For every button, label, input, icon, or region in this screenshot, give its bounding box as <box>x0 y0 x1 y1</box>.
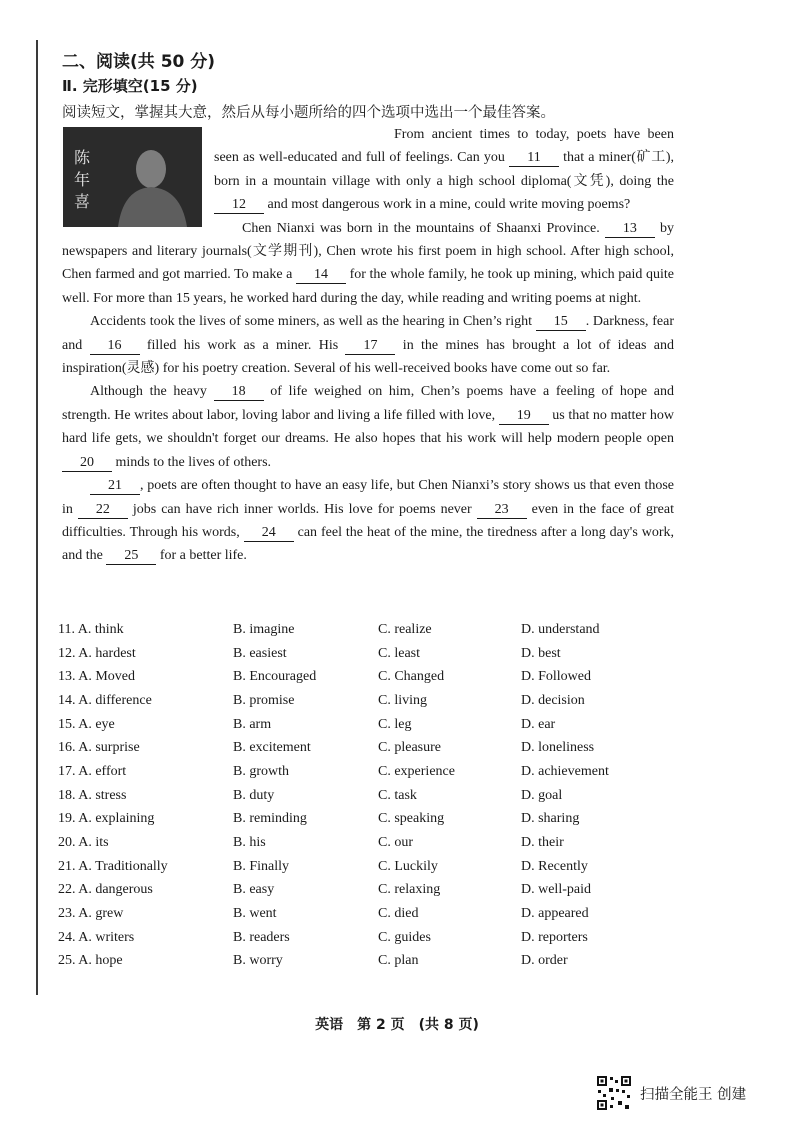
blank-17: 17 <box>345 338 395 355</box>
option-b: B. duty <box>233 787 275 803</box>
blank-11: 11 <box>509 150 559 167</box>
option-row <box>58 902 698 926</box>
blank-23: 23 <box>477 502 527 519</box>
blank-20: 20 <box>62 455 112 472</box>
scanner-watermark: 扫描全能王 创建 <box>640 1087 747 1103</box>
blank-12: 12 <box>214 197 264 214</box>
option-a: 17. A. effort <box>58 763 127 779</box>
option-a: 15. A. eye <box>58 716 115 732</box>
margin-line <box>36 40 38 995</box>
option-row <box>58 879 698 903</box>
option-d: D. goal <box>521 787 563 803</box>
answer-options <box>58 618 698 973</box>
text: filled his work as a miner. His <box>139 337 346 353</box>
option-d: D. Recently <box>521 858 588 874</box>
option-row <box>58 642 698 666</box>
option-a: 16. A. surprise <box>58 740 140 756</box>
blank-25: 25 <box>106 548 156 565</box>
text: Accidents took the lives of some miners, as well as the hearing in Chen’s right <box>90 314 536 330</box>
option-b: B. Encouraged <box>233 669 317 685</box>
cloze-passage <box>62 123 674 568</box>
option-a: 12. A. hardest <box>58 645 136 661</box>
option-b: B. promise <box>233 692 295 708</box>
option-row <box>58 808 698 832</box>
qr-code-icon <box>596 1075 632 1111</box>
option-a: 13. A. Moved <box>58 669 135 685</box>
paragraph-2 <box>62 217 674 311</box>
option-b: B. worry <box>233 953 283 969</box>
text: , poets are often thought to have an easy life, but Chen Nianxi’s story shows us that even those in <box>62 478 674 517</box>
option-a: 19. A. explaining <box>58 811 155 827</box>
option-c: C. task <box>378 787 417 803</box>
option-d: D. decision <box>521 692 585 708</box>
option-c: C. least <box>378 645 420 661</box>
option-d: D. well-paid <box>521 882 591 898</box>
option-c: C. speaking <box>378 811 445 827</box>
paragraph-4 <box>62 380 674 474</box>
blank-22: 22 <box>78 502 128 519</box>
photo-caption: 陈年喜 <box>71 149 91 215</box>
option-row <box>58 950 698 974</box>
option-row <box>58 618 698 642</box>
blank-15: 15 <box>536 314 586 331</box>
instruction-text: 阅读短文，掌握其大意，然后从每小题所给的四个选项中选出一个最佳答案。 <box>62 105 555 121</box>
option-d: D. reporters <box>521 929 588 945</box>
option-a: 22. A. dangerous <box>58 882 153 898</box>
blank-21: 21 <box>90 478 140 495</box>
option-b: B. excitement <box>233 740 311 756</box>
option-a: 24. A. writers <box>58 929 135 945</box>
option-row <box>58 665 698 689</box>
text: even in the face of great difficulties. Through his words, <box>62 501 674 540</box>
option-c: C. realize <box>378 621 432 637</box>
text: that a miner(矿工), born in a mountain village with only a high school diploma(文凭), doing the <box>214 150 674 189</box>
option-row <box>58 926 698 950</box>
option-b: B. his <box>233 835 266 851</box>
blank-18: 18 <box>214 384 264 401</box>
option-row <box>58 713 698 737</box>
text: in the mines has brought a lot of ideas and inspiration(灵感) for his poetry creation. Several of his well-received books have come out so far. <box>62 337 674 377</box>
option-d: D. best <box>521 645 561 661</box>
option-b: B. went <box>233 906 277 922</box>
page-footer: 英语 第 2 页 (共 8 页) <box>315 1017 479 1033</box>
option-a: 23. A. grew <box>58 906 124 922</box>
text: for a better life. <box>156 548 247 564</box>
text: for the whole family, he took up mining, which paid quite well. For more than 15 years, he worked hard during the day, while reading and writing poems at night. <box>62 267 674 306</box>
option-c: C. our <box>378 835 413 851</box>
option-d: D. understand <box>521 621 600 637</box>
option-b: B. easiest <box>233 645 287 661</box>
option-row <box>58 760 698 784</box>
option-a: 14. A. difference <box>58 692 152 708</box>
blank-16: 16 <box>90 338 140 355</box>
text: . Darkness, fear and <box>62 314 674 353</box>
option-row <box>58 855 698 879</box>
text: can feel the heat of the mine, the tiredness after a long day's work, and the <box>62 524 674 564</box>
option-c: C. pleasure <box>378 740 441 756</box>
option-d: D. ear <box>521 716 556 732</box>
option-b: B. reminding <box>233 811 307 827</box>
option-b: B. easy <box>233 882 275 898</box>
option-a: 18. A. stress <box>58 787 127 803</box>
option-b: B. arm <box>233 716 272 732</box>
text: Chen Nianxi was born in the mountains of Shaanxi Province. <box>242 220 605 236</box>
text: Although the heavy <box>90 384 214 400</box>
blank-14: 14 <box>296 267 346 284</box>
option-c: C. relaxing <box>378 882 441 898</box>
option-a: 11. A. think <box>58 621 124 637</box>
option-row <box>58 784 698 808</box>
text: us that no matter how hard life gets, we shouldn't forget our dreams. He also hopes that his work will help modern people open <box>62 407 674 447</box>
text: by newspapers and literary journals(文学期刊), Chen wrote his first poem in high school. After high school, Chen farmed and got married. To make a <box>62 220 674 283</box>
option-c: C. living <box>378 692 428 708</box>
option-c: C. plan <box>378 953 419 969</box>
blank-24: 24 <box>244 525 294 542</box>
option-b: B. imagine <box>233 621 295 637</box>
paragraph-5 <box>62 474 674 568</box>
option-c: C. experience <box>378 763 455 779</box>
paragraph-3 <box>62 310 674 380</box>
option-b: B. readers <box>233 929 290 945</box>
text: and most dangerous work in a mine, could write moving poems? <box>264 197 631 213</box>
option-c: C. Changed <box>378 669 445 685</box>
option-b: B. growth <box>233 763 289 779</box>
option-d: D. achievement <box>521 763 609 779</box>
text: of life weighed on him, Chen’s poems have a feeling of hope and strength. He writes about labor, loving labor and living a life filled with love, <box>62 384 674 423</box>
subsection-title: Ⅱ. 完形填空(15 分) <box>62 77 198 95</box>
text: minds to the lives of others. <box>112 454 272 470</box>
option-d: D. sharing <box>521 811 580 827</box>
option-a: 25. A. hope <box>58 953 123 969</box>
option-d: D. loneliness <box>521 740 595 756</box>
option-row <box>58 736 698 760</box>
blank-19: 19 <box>499 408 549 425</box>
option-d: D. order <box>521 953 568 969</box>
text: jobs can have rich inner worlds. His love for poems never <box>127 501 477 517</box>
blank-13: 13 <box>605 221 655 238</box>
option-d: D. appeared <box>521 906 589 922</box>
option-c: C. Luckily <box>378 858 438 874</box>
option-row <box>58 831 698 855</box>
option-d: D. their <box>521 835 564 851</box>
option-a: 21. A. Traditionally <box>58 858 168 874</box>
section-title: 二、阅读(共 50 分) <box>62 52 216 72</box>
option-a: 20. A. its <box>58 835 109 851</box>
option-c: C. guides <box>378 929 431 945</box>
option-d: D. Followed <box>521 669 591 685</box>
paragraph-1 <box>62 123 674 217</box>
option-c: C. died <box>378 906 419 922</box>
option-row <box>58 689 698 713</box>
option-c: C. leg <box>378 716 412 732</box>
option-b: B. Finally <box>233 858 290 874</box>
text: From ancient times to today, poets have been seen as well-educated and full of feelings. Can you <box>214 127 674 166</box>
